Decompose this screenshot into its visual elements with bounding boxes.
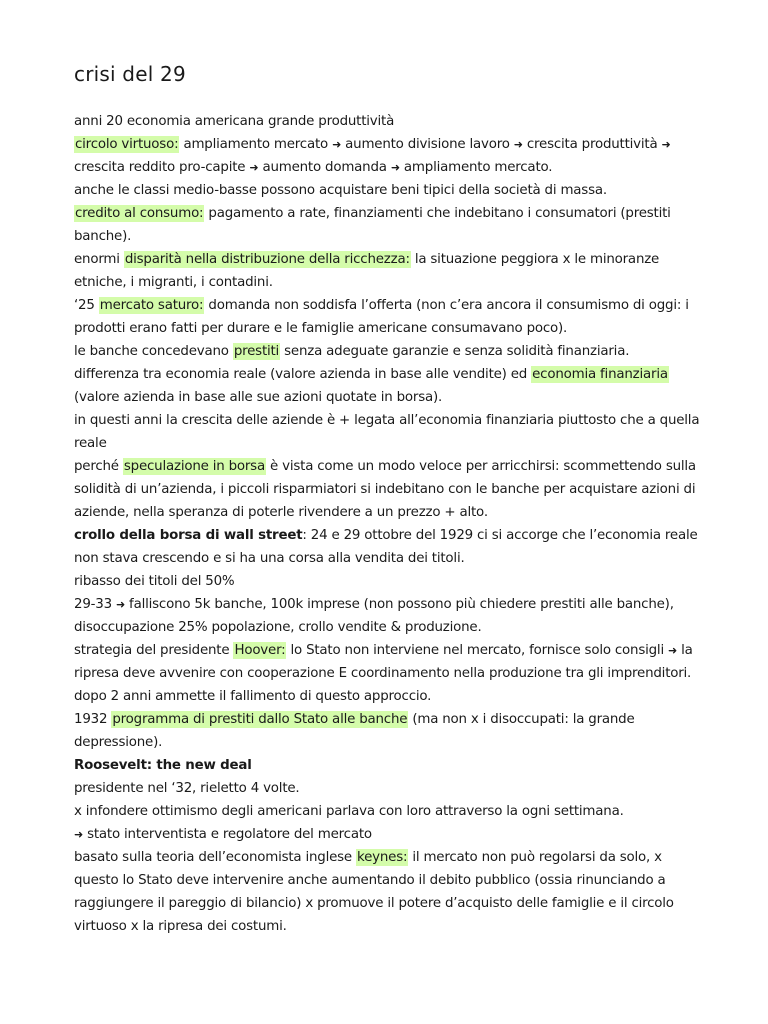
text-line: [74, 110, 702, 133]
text-span: reale: [74, 436, 107, 451]
highlighted-term: Hoover:: [234, 643, 286, 658]
text-line: [74, 248, 702, 271]
text-span: stato interventista e regolatore del mercato: [83, 827, 372, 842]
text-line: [74, 202, 702, 225]
text-span: ampliamento mercato: [179, 137, 333, 152]
arrow-icon: ➜: [513, 138, 523, 151]
text-span: enormi: [74, 252, 124, 267]
text-span: virtuoso x la ripresa dei costumi.: [74, 919, 287, 934]
arrow-icon: ➜: [74, 828, 84, 841]
text-span: (valore azienda in base alle sue azioni quotate in borsa).: [74, 390, 443, 405]
text-line: [74, 800, 702, 823]
text-span: depressione).: [74, 735, 163, 750]
text-span: basato sulla teoria dell’economista inglese: [74, 850, 357, 865]
text-line: [74, 156, 702, 179]
arrow-icon: ➜: [332, 138, 342, 151]
text-span: banche).: [74, 229, 132, 244]
text-line: [74, 570, 702, 593]
arrow-icon: ➜: [115, 598, 125, 611]
text-span: pagamento a rate, finanziamenti che indebitano i consumatori (prestiti: [204, 206, 671, 221]
text-span: il mercato non può regolarsi da solo, x: [408, 850, 662, 865]
text-span: falliscono 5k banche, 100k imprese (non possono più chiedere prestiti alle banche),: [125, 597, 674, 612]
arrow-icon: ➜: [668, 644, 678, 657]
text-span: 1932: [74, 712, 112, 727]
text-span: aumento divisione lavoro: [341, 137, 514, 152]
highlighted-term: economia finanziaria: [532, 367, 668, 382]
text-line: [74, 662, 702, 685]
text-line: [74, 317, 702, 340]
text-span: è vista come un modo veloce per arricchirsi: scommettendo sulla: [265, 459, 696, 474]
text-line: [74, 133, 702, 156]
text-line: [74, 409, 702, 432]
text-line: [74, 823, 702, 846]
highlighted-term: mercato saturo:: [99, 298, 204, 313]
text-line: [74, 455, 702, 478]
arrow-icon: ➜: [661, 138, 671, 151]
text-span: ripresa deve avvenire con cooperazione E coordinamento nella produzione tra gli imprenditori.: [74, 666, 692, 681]
text-line: [74, 271, 702, 294]
text-span: questo lo Stato deve intervenire anche aumentando il debito pubblico (ossia rinunciando a: [74, 873, 666, 888]
text-span: strategia del presidente: [74, 643, 234, 658]
document-title: crisi del 29: [74, 62, 186, 86]
text-line: [74, 179, 702, 202]
text-line: [74, 708, 702, 731]
text-line: [74, 616, 702, 639]
text-line: [74, 524, 702, 547]
document-body: [74, 110, 702, 938]
text-span: la situazione peggiora x le minoranze: [410, 252, 660, 267]
text-span: domanda non soddisfa l’offerta (non c’era ancora il consumismo di oggi: i: [204, 298, 689, 313]
text-span: le banche concedevano: [74, 344, 233, 359]
highlighted-term: credito al consumo:: [75, 206, 204, 221]
text-span: perché: [74, 459, 123, 474]
text-line: [74, 593, 702, 616]
text-span: x infondere ottimismo degli americani parlava con loro attraverso la ogni settimana.: [74, 804, 624, 819]
text-span: ribasso dei titoli del 50%: [74, 574, 235, 589]
text-span: crescita produttività: [522, 137, 662, 152]
text-span: prodotti erano fatti per durare e le famiglie americane consumavano poco).: [74, 321, 568, 336]
text-line: [74, 501, 702, 524]
bold-heading: crollo della borsa di wall street: [74, 528, 303, 543]
text-span: aumento domanda: [258, 160, 391, 175]
text-line: [74, 685, 702, 708]
text-line: [74, 432, 702, 455]
text-span: non stava crescendo e si ha una corsa alla vendita dei titoli.: [74, 551, 465, 566]
text-line: [74, 754, 702, 777]
text-line: [74, 869, 702, 892]
text-span: dopo 2 anni ammette il fallimento di questo approccio.: [74, 689, 432, 704]
text-span: raggiungere il pareggio di bilancio) x promuove il potere d’acquisto delle famiglie e il circolo: [74, 896, 674, 911]
text-line: [74, 892, 702, 915]
text-span: la: [677, 643, 693, 658]
text-line: [74, 225, 702, 248]
arrow-icon: ➜: [249, 161, 259, 174]
highlighted-term: prestiti: [233, 344, 280, 359]
bold-heading: Roosevelt: the new deal: [74, 758, 252, 773]
text-span: anni 20 economia americana grande produttività: [74, 114, 395, 129]
text-span: anche le classi medio-basse possono acquistare beni tipici della società di massa.: [74, 183, 607, 198]
text-span: senza adeguate garanzie e senza solidità finanziaria.: [280, 344, 630, 359]
text-span: in questi anni la crescita delle aziende è + legata all’economia finanziaria piuttosto che a quella: [74, 413, 700, 428]
highlighted-term: keynes:: [357, 850, 408, 865]
text-span: : 24 e 29 ottobre del 1929 ci si accorge che l’economia reale: [302, 528, 698, 543]
highlighted-term: disparità nella distribuzione della ricchezza:: [124, 252, 410, 267]
text-span: ‘25: [74, 298, 99, 313]
text-line: [74, 915, 702, 938]
text-line: [74, 639, 702, 662]
highlighted-term: speculazione in borsa: [123, 459, 265, 474]
text-line: [74, 547, 702, 570]
text-span: aziende, nella speranza di poterle rivendere a un prezzo + alto.: [74, 505, 488, 520]
text-line: [74, 846, 702, 869]
text-span: solidità di un’azienda, i piccoli risparmiatori si indebitano con le banche per acquistare azioni di: [74, 482, 696, 497]
text-line: [74, 731, 702, 754]
text-line: [74, 777, 702, 800]
text-span: crescita reddito pro-capite: [74, 160, 250, 175]
text-span: lo Stato non interviene nel mercato, fornisce solo consigli: [286, 643, 669, 658]
text-line: [74, 294, 702, 317]
text-span: etniche, i migranti, i contadini.: [74, 275, 273, 290]
text-span: differenza tra economia reale (valore azienda in base alle vendite) ed: [74, 367, 532, 382]
text-span: ampliamento mercato.: [399, 160, 553, 175]
highlighted-term: programma di prestiti dallo Stato alle banche: [112, 712, 408, 727]
text-line: [74, 478, 702, 501]
text-span: disoccupazione 25% popolazione, crollo vendite & produzione.: [74, 620, 482, 635]
text-line: [74, 386, 702, 409]
text-span: 29-33: [74, 597, 116, 612]
text-span: (ma non x i disoccupati: la grande: [408, 712, 635, 727]
highlighted-term: circolo virtuoso:: [75, 137, 179, 152]
arrow-icon: ➜: [390, 161, 400, 174]
text-line: [74, 340, 702, 363]
text-line: [74, 363, 702, 386]
text-span: presidente nel ‘32, rieletto 4 volte.: [74, 781, 300, 796]
